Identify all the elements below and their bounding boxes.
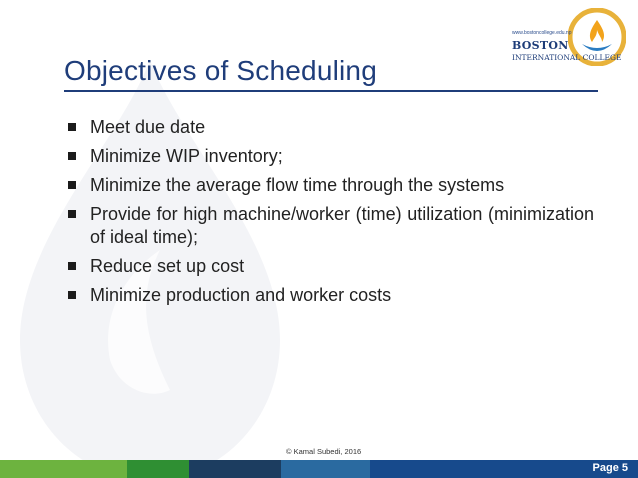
bullet-item [64,284,594,307]
bullet-square-icon [68,181,76,189]
bullet-item [64,255,594,278]
bullet-square-icon [68,210,76,218]
bullet-square-icon [68,123,76,131]
bullet-item [64,145,594,168]
bullet-text: Reduce set up cost [90,255,245,276]
bullet-text: Meet due date [90,117,206,137]
page-number: Page 5 [592,462,628,474]
footer-bar [0,460,638,478]
bullet-text: Minimize the average flow time through the systems [90,175,505,195]
bullet-square-icon [68,152,76,160]
bullet-item [64,116,594,139]
bullet-list [64,116,594,313]
footer-segment [281,460,370,478]
footer-segment [0,460,127,478]
footer-credit: © Kamal Subedi, 2016 [286,447,362,456]
bullet-item [64,203,594,248]
logo-url: www.bostoncollege.edu.np [512,30,572,36]
college-logo [500,8,630,68]
title-underline [64,90,598,92]
bullet-square-icon [68,291,76,299]
logo-name-line1: BOSTON [512,39,569,52]
bullet-text: Minimize production and worker costs [90,284,392,305]
footer-segment [189,460,281,478]
bullet-text: Minimize WIP inventory; [90,146,283,166]
bullet-text: Provide for high machine/worker (time) utilization (minimization of ideal time); [90,204,594,247]
footer-segment [127,460,189,478]
bullet-item [64,174,594,197]
logo-name-line2: INTERNATIONAL COLLEGE [512,53,622,62]
bullet-square-icon [68,262,76,270]
slide-title: Objectives of Scheduling [64,55,377,86]
